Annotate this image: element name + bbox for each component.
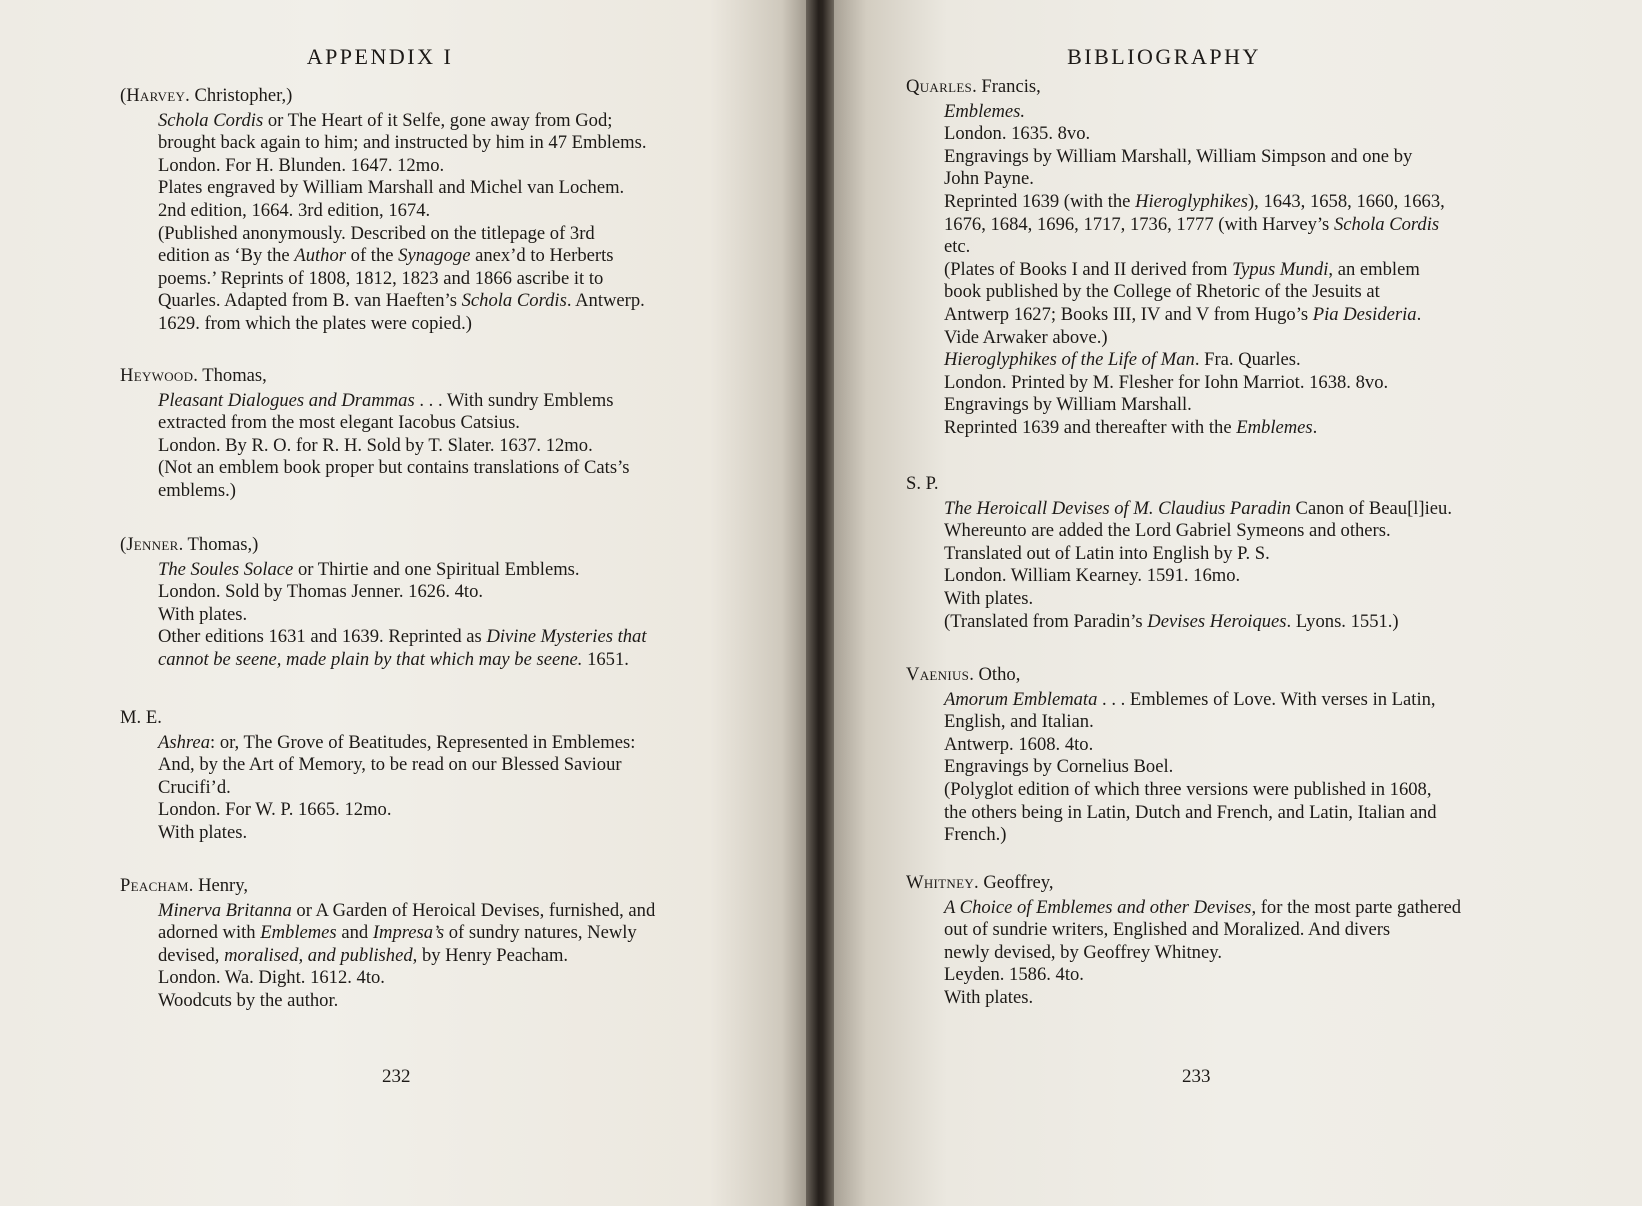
italic-title-text: Impresa’s <box>372 922 445 944</box>
entry-body <box>944 689 1546 847</box>
entry-heading <box>120 365 720 388</box>
entry-line <box>158 922 720 945</box>
author-forename: M. E. <box>120 707 162 728</box>
entry-line <box>944 897 1546 920</box>
bibliography-entry-peacham <box>120 875 720 1013</box>
entry-body <box>158 110 720 336</box>
entry-line <box>158 313 720 336</box>
italic-title-text: Schola Cordis <box>1333 213 1440 235</box>
entry-text: of sundry natures, Newly <box>444 922 637 944</box>
entry-text: . <box>1416 303 1422 325</box>
entry-line <box>944 236 1546 259</box>
entry-text: brought back again to him; and instructed by him in 47 Emblems. <box>158 132 647 154</box>
entry-line <box>944 588 1546 611</box>
italic-title-text: Devises Heroiques <box>1147 610 1287 632</box>
entry-line <box>158 390 720 413</box>
entry-text: And, by the Art of Memory, to be read on our Blessed Saviour <box>158 754 622 776</box>
entry-line <box>158 604 720 627</box>
entry-line <box>944 146 1546 169</box>
entry-line <box>944 964 1546 987</box>
italic-title-text: The Soules Solace <box>158 558 294 580</box>
entry-line <box>944 259 1546 282</box>
entry-line <box>944 168 1546 191</box>
entry-text: . Antwerp. <box>566 290 645 312</box>
entry-text: emblems.) <box>158 479 236 501</box>
entry-line <box>158 457 720 480</box>
entry-text: 2nd edition, 1664. 3rd edition, 1674. <box>158 199 431 221</box>
entry-body <box>158 559 720 672</box>
entry-body <box>158 900 720 1013</box>
entry-text: ), 1643, 1658, 1660, 1663, <box>1247 190 1445 212</box>
italic-title-text: Minerva Britanna <box>158 899 292 921</box>
heading-bracket: ( <box>120 534 127 555</box>
entry-line <box>944 281 1546 304</box>
entry-heading <box>120 534 720 557</box>
bibliography-entry-sp <box>906 473 1546 633</box>
bibliography-entry-vaenius <box>906 664 1546 847</box>
entry-line <box>158 626 720 649</box>
entry-line <box>158 822 720 845</box>
author-surname: Harvey <box>126 85 186 106</box>
entry-text: . Fra. Quarles. <box>1194 349 1301 371</box>
entry-text: London. William Kearney. 1591. 16mo. <box>944 565 1241 587</box>
entry-text: out of sundrie writers, Englished and Moralized. And divers <box>944 919 1391 941</box>
entry-text: With plates. <box>158 821 248 843</box>
entry-text: or Thirtie and one Spiritual Emblems. <box>293 558 580 580</box>
author-forename: . Francis, <box>972 76 1041 97</box>
heading-bracket: ( <box>120 85 127 106</box>
entry-text: Quarles. Adapted from B. van Haeften’s <box>158 290 462 312</box>
entry-text: Reprinted 1639 and thereafter with the <box>944 416 1237 438</box>
entry-text: devised, <box>158 944 225 966</box>
entry-heading <box>906 473 1546 496</box>
entry-heading <box>906 872 1546 895</box>
italic-title-text: Divine Mysteries that <box>486 626 647 648</box>
author-forename: . Geoffrey, <box>974 872 1054 893</box>
author-surname: Vaenius <box>906 664 970 685</box>
entry-line <box>944 942 1546 965</box>
author-surname: Whitney <box>906 872 975 893</box>
entry-body <box>158 390 720 503</box>
entry-line <box>158 412 720 435</box>
left-page <box>0 0 806 1206</box>
italic-title-text: Emblemes <box>260 922 337 944</box>
entry-heading <box>120 875 720 898</box>
entry-text: 1629. from which the plates were copied.) <box>158 312 472 334</box>
author-forename: . Henry, <box>188 875 248 896</box>
italic-title-text: Synagoge <box>398 245 471 267</box>
entry-text: of the <box>346 245 399 267</box>
italic-title-text: The Heroicall Devises of M. Claudius Paradin <box>944 497 1291 519</box>
entry-line <box>944 711 1546 734</box>
entry-text: , by Henry Peacham. <box>412 944 569 966</box>
entry-line <box>158 132 720 155</box>
entry-text: Translated out of Latin into English by P. S. <box>944 542 1270 564</box>
entry-line <box>944 191 1546 214</box>
entry-text: Plates engraved by William Marshall and Michel van Lochem. <box>158 177 625 199</box>
author-surname: Peacham <box>120 875 189 896</box>
entry-line <box>158 200 720 223</box>
italic-title-text: Pia Desideria <box>1312 303 1417 325</box>
italic-title-text: Emblemes. <box>944 100 1026 122</box>
entry-text: John Payne. <box>944 168 1034 190</box>
entry-text: 1651. <box>582 648 629 670</box>
bibliography-entry-quarles <box>906 76 1546 440</box>
entry-text: Reprinted 1639 (with the <box>944 190 1136 212</box>
entry-line <box>944 101 1546 124</box>
entry-body <box>944 498 1546 634</box>
entry-text: Engravings by William Marshall. <box>944 394 1192 416</box>
right-page <box>834 0 1642 1206</box>
italic-title-text: Schola Cordis <box>158 109 264 131</box>
author-surname: Jenner <box>126 534 179 555</box>
entry-text: With plates. <box>944 986 1034 1008</box>
entry-line <box>158 799 720 822</box>
italic-title-text: Author <box>294 245 346 267</box>
entry-text: : or, The Grove of Beatitudes, Represented in Emblemes: <box>210 731 636 753</box>
entry-text: newly devised, by Geoffrey Whitney. <box>944 941 1222 963</box>
entry-line <box>944 123 1546 146</box>
entry-line <box>944 987 1546 1010</box>
entry-line <box>158 777 720 800</box>
italic-title-text: Hieroglyphikes <box>1135 190 1248 212</box>
entry-text: or A Garden of Heroical Devises, furnished, and <box>291 899 656 921</box>
bibliography-entry-harvey <box>120 85 720 336</box>
entry-heading <box>906 664 1546 687</box>
entry-text: (Plates of Books I and II derived from <box>944 258 1233 280</box>
entry-line <box>944 394 1546 417</box>
entry-text: French.) <box>944 824 1007 846</box>
entry-line <box>158 155 720 178</box>
entry-text: . . . With sundry Emblems <box>414 389 614 411</box>
author-surname: Quarles <box>906 76 973 97</box>
entry-line <box>944 214 1546 237</box>
entry-line <box>158 245 720 268</box>
entry-line <box>944 349 1546 372</box>
entry-text: edition as ‘By the <box>158 245 295 267</box>
entry-text: . Lyons. 1551.) <box>1286 610 1399 632</box>
entry-heading <box>120 85 720 108</box>
entry-line <box>158 223 720 246</box>
entry-line <box>158 581 720 604</box>
entry-line <box>944 611 1546 634</box>
entry-text: (Polyglot edition of which three versions were published in 1608, <box>944 778 1432 800</box>
entry-text: With plates. <box>944 587 1034 609</box>
entry-text: etc. <box>944 236 971 258</box>
entry-text: English, and Italian. <box>944 711 1094 733</box>
entry-text: London. For W. P. 1665. 12mo. <box>158 799 392 821</box>
bibliography-entry-jenner <box>120 534 720 672</box>
italic-title-text: cannot be seene, made plain by that which may be seene. <box>158 648 583 670</box>
book-gutter <box>806 0 834 1206</box>
entry-text: With plates. <box>158 603 248 625</box>
entry-text: . <box>1312 416 1318 438</box>
entry-line <box>158 290 720 313</box>
entry-text: London. Sold by Thomas Jenner. 1626. 4to. <box>158 581 484 603</box>
entry-text: , an emblem <box>1328 258 1420 280</box>
bibliography-entry-me <box>120 707 720 845</box>
italic-title-text: Hieroglyphikes of the Life of Man <box>944 349 1195 371</box>
entry-line <box>158 649 720 672</box>
running-head: BIBLIOGRAPHY <box>1067 44 1261 69</box>
entry-text: London. For H. Blunden. 1647. 12mo. <box>158 154 445 176</box>
entry-text: 1676, 1684, 1696, 1717, 1736, 1777 (with Harvey’s <box>944 213 1334 235</box>
entry-line <box>158 990 720 1013</box>
entry-text: or The Heart of it Selfe, gone away from God; <box>263 109 613 131</box>
entry-line <box>944 417 1546 440</box>
entry-line <box>158 177 720 200</box>
page-number: 233 <box>1182 1066 1211 1087</box>
entry-line <box>944 543 1546 566</box>
entry-text: Vide Arwaker above.) <box>944 326 1108 348</box>
entry-line <box>158 268 720 291</box>
entry-text: Canon of Beau[l]ieu. <box>1290 497 1452 519</box>
entry-text: Whereunto are added the Lord Gabriel Symeons and others. <box>944 520 1391 542</box>
bibliography-entry-heywood <box>120 365 720 503</box>
entry-text: London. Printed by M. Flesher for Iohn Marriot. 1638. 8vo. <box>944 371 1389 393</box>
italic-title-text: Schola Cordis <box>461 290 567 312</box>
entry-text: poems.’ Reprints of 1808, 1812, 1823 and 1866 ascribe it to <box>158 267 604 289</box>
entry-line <box>158 967 720 990</box>
entry-text: London. 1635. 8vo. <box>944 123 1091 145</box>
entry-text: adorned with <box>158 922 261 944</box>
entry-text: Other editions 1631 and 1639. Reprinted as <box>158 626 487 648</box>
entry-text: Antwerp. 1608. 4to. <box>944 733 1094 755</box>
entry-line <box>944 372 1546 395</box>
author-forename: S. P. <box>906 473 939 494</box>
entry-heading <box>120 707 720 730</box>
entry-body <box>944 897 1546 1010</box>
italic-title-text: moralised, and published <box>224 944 413 966</box>
entry-line <box>158 110 720 133</box>
entry-line <box>944 565 1546 588</box>
entry-body <box>158 732 720 845</box>
entry-line <box>944 919 1546 942</box>
entry-line <box>944 327 1546 350</box>
entry-text: . . . Emblemes of Love. With verses in Latin, <box>1097 688 1436 710</box>
author-forename: . Otho, <box>969 664 1021 685</box>
entry-line <box>944 734 1546 757</box>
entry-line <box>944 520 1546 543</box>
running-head: APPENDIX I <box>306 44 454 69</box>
entry-line <box>158 900 720 923</box>
entry-line <box>158 559 720 582</box>
entry-text: Engravings by William Marshall, William Simpson and one by <box>944 145 1413 167</box>
italic-title-text: Amorum Emblemata <box>944 688 1098 710</box>
page-number: 232 <box>382 1066 411 1087</box>
entry-text: London. By R. O. for R. H. Sold by T. Slater. 1637. 12mo. <box>158 434 593 456</box>
italic-title-text: Pleasant Dialogues and Drammas <box>158 389 415 411</box>
entry-text: (Not an emblem book proper but contains translations of Cats’s <box>158 457 630 479</box>
entry-text: Woodcuts by the author. <box>158 989 339 1011</box>
entry-line <box>944 756 1546 779</box>
italic-title-text: A Choice of Emblemes and other Devises <box>944 896 1252 918</box>
entry-line <box>944 824 1546 847</box>
entry-line <box>944 689 1546 712</box>
entry-line <box>158 480 720 503</box>
entry-text: and <box>336 922 373 944</box>
entry-heading <box>906 76 1546 99</box>
author-forename: . Thomas, <box>193 365 267 386</box>
entry-text: Leyden. 1586. 4to. <box>944 964 1084 986</box>
entry-text: Crucifi’d. <box>158 776 231 798</box>
entry-text: Engravings by Cornelius Boel. <box>944 756 1174 778</box>
bibliography-entry-whitney <box>906 872 1546 1010</box>
entry-body <box>944 101 1546 440</box>
italic-title-text: Typus Mundi <box>1232 258 1329 280</box>
italic-title-text: Emblemes <box>1236 416 1313 438</box>
entry-text: Antwerp 1627; Books III, IV and V from Hugo’s <box>944 303 1313 325</box>
italic-title-text: Ashrea <box>158 731 210 753</box>
entry-line <box>944 304 1546 327</box>
entry-text: , for the most parte gathered <box>1251 896 1462 918</box>
author-surname: Heywood <box>120 365 194 386</box>
entry-text: the others being in Latin, Dutch and French, and Latin, Italian and <box>944 801 1437 823</box>
entry-text: extracted from the most elegant Iacobus Catsius. <box>158 412 520 434</box>
entry-text: book published by the College of Rhetoric of the Jesuits at <box>944 281 1380 303</box>
author-forename: . Thomas,) <box>178 534 259 555</box>
entry-line <box>158 945 720 968</box>
entry-text: (Published anonymously. Described on the titlepage of 3rd <box>158 222 595 244</box>
entry-line <box>944 779 1546 802</box>
entry-text: anex’d to Herberts <box>470 245 614 267</box>
author-forename: . Christopher,) <box>185 85 293 106</box>
entry-line <box>944 802 1546 825</box>
entry-text: London. Wa. Dight. 1612. 4to. <box>158 967 385 989</box>
entry-line <box>944 498 1546 521</box>
entry-text: (Translated from Paradin’s <box>944 610 1148 632</box>
entry-line <box>158 435 720 458</box>
entry-line <box>158 754 720 777</box>
entry-line <box>158 732 720 755</box>
